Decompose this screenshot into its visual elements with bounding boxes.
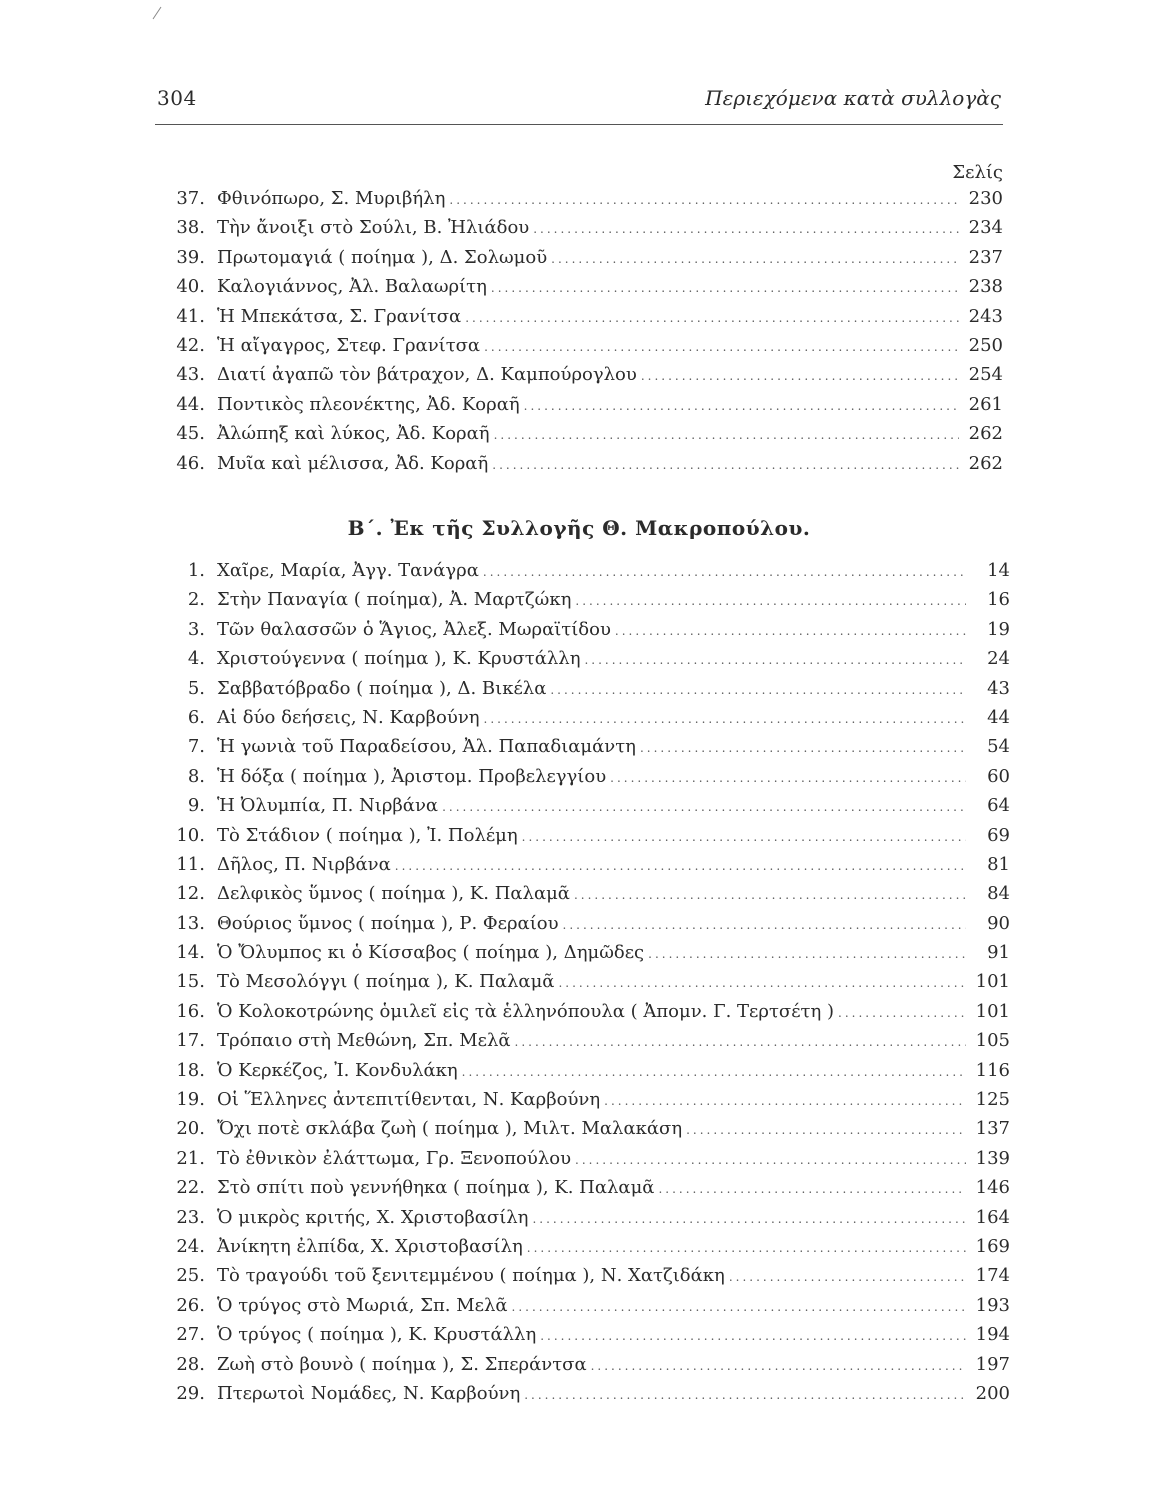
entry-number: 11. <box>176 853 205 875</box>
entry-number: 20. <box>176 1118 205 1140</box>
page-header <box>155 84 1003 125</box>
toc-entry <box>155 1295 1010 1324</box>
entry-page: 146 <box>975 1177 1010 1199</box>
toc-entry <box>155 560 1010 589</box>
toc-entry <box>155 1118 1010 1147</box>
dot-leader <box>648 947 966 961</box>
dot-leader <box>532 1212 966 1226</box>
entry-page: 250 <box>968 334 1003 356</box>
entry-page: 174 <box>975 1265 1010 1287</box>
dot-leader <box>491 281 959 295</box>
toc-entry <box>155 1354 1010 1383</box>
toc-entry <box>155 619 1010 648</box>
toc-entry <box>155 854 1010 883</box>
entry-title: Τὸ ἐθνικὸν ἐλάττωμα, Γρ. Ξενοπούλου <box>217 1147 572 1169</box>
toc-entry <box>155 423 1003 452</box>
entry-page: 230 <box>968 188 1003 209</box>
toc-entry <box>155 971 1010 1000</box>
toc-entry <box>155 188 1003 217</box>
entry-title: Τῶν θαλασσῶν ὁ Ἅγιος, Ἀλεξ. Μωραϊτίδου <box>217 618 611 640</box>
entry-page: 169 <box>975 1235 1010 1257</box>
toc-entry <box>155 453 1003 482</box>
entry-page: 200 <box>975 1382 1010 1404</box>
entry-page: 16 <box>987 589 1010 611</box>
entry-title: Ζωὴ στὸ βουνὸ ( ποίημα ), Σ. Σπεράντσα <box>217 1353 587 1375</box>
entry-number: 3. <box>187 618 205 640</box>
entry-title: Πρωτομαγιά ( ποίημα ), Δ. Σολωμοῦ <box>217 246 548 268</box>
toc-entry <box>155 1148 1010 1177</box>
entry-number: 29. <box>176 1382 205 1404</box>
entry-number: 26. <box>176 1294 205 1316</box>
dot-leader <box>575 1153 966 1167</box>
entry-number: 1. <box>187 560 205 581</box>
entry-number: 4. <box>187 648 205 670</box>
entry-title: Ἡ Μπεκάτσα, Σ. Γρανίτσα <box>217 305 462 327</box>
dot-leader <box>524 1388 966 1402</box>
entry-number: 38. <box>176 217 205 239</box>
entry-number: 2. <box>187 589 205 611</box>
dot-leader <box>465 311 959 325</box>
dot-leader <box>563 918 966 932</box>
entry-title: Ὁ τρύγος ( ποίημα ), Κ. Κρυστάλλη <box>217 1324 537 1346</box>
entry-number: 37. <box>176 188 205 209</box>
entry-number: 42. <box>176 334 205 356</box>
entry-page: 54 <box>987 736 1010 758</box>
entry-title: Ἡ αἴγαγρος, Στεφ. Γρανίτσα <box>217 334 481 356</box>
entry-title: Ἡ Ὀλυμπία, Π. Νιρβάνα <box>217 795 439 817</box>
entry-title: Χριστούγεννα ( ποίημα ), Κ. Κρυστάλλη <box>217 648 581 670</box>
entry-title: Ὁ Κερκέζος, Ἰ. Κονδυλάκη <box>217 1059 458 1081</box>
entry-number: 21. <box>176 1147 205 1169</box>
toc-entry <box>155 217 1003 246</box>
entry-number: 45. <box>176 423 205 445</box>
entry-page: 90 <box>987 912 1010 934</box>
dot-leader <box>591 1359 966 1373</box>
entry-title: Πτερωτοὶ Νομάδες, Ν. Καρβούνη <box>217 1382 521 1404</box>
dot-leader <box>524 399 959 413</box>
entry-page: 254 <box>968 364 1003 386</box>
dot-leader <box>484 712 966 726</box>
entry-title: Τὸ Στάδιον ( ποίημα ), Ἰ. Πολέμη <box>217 824 518 846</box>
entry-number: 14. <box>176 942 205 964</box>
entry-number: 41. <box>176 305 205 327</box>
entry-number: 17. <box>176 1030 205 1052</box>
toc-entry <box>155 1207 1010 1236</box>
toc-section-a <box>155 188 1010 482</box>
toc-entry <box>155 678 1010 707</box>
entry-title: Τὸ Μεσολόγγι ( ποίημα ), Κ. Παλαμᾶ <box>217 971 555 993</box>
dot-leader <box>729 1270 966 1284</box>
toc-entry <box>155 1177 1010 1206</box>
dot-leader <box>449 193 959 207</box>
entry-title: Καλογιάννος, Ἀλ. Βαλαωρίτη <box>217 276 487 298</box>
entry-page: 60 <box>987 765 1010 787</box>
entry-title: Ἡ γωνιὰ τοῦ Παραδείσου, Ἀλ. Παπαδιαμάντη <box>217 736 636 758</box>
dot-leader <box>610 771 966 785</box>
toc-entry <box>155 825 1010 854</box>
entry-title: Ποντικὸς πλεονέκτης, Ἀδ. Κοραῆ <box>217 393 520 415</box>
entry-title: Τὴν ἄνοιξι στὸ Σούλι, Β. Ἠλιάδου <box>217 217 530 239</box>
dot-leader <box>615 624 966 638</box>
entry-title: Ἡ δόξα ( ποίημα ), Ἀριστομ. Προβελεγγίου <box>217 765 607 787</box>
entry-number: 13. <box>176 912 205 934</box>
entry-number: 25. <box>176 1265 205 1287</box>
toc-entry <box>155 589 1010 618</box>
entry-number: 39. <box>176 246 205 268</box>
entry-title: Δῆλος, Π. Νιρβάνα <box>217 853 391 875</box>
entry-title: Ὁ μικρὸς κριτής, Χ. Χριστοβασίλη <box>217 1206 529 1228</box>
entry-number: 15. <box>176 971 205 993</box>
entry-page: 43 <box>987 677 1010 699</box>
toc-entry <box>155 1060 1010 1089</box>
toc-entry <box>155 306 1003 335</box>
toc-entry <box>155 1265 1010 1294</box>
dot-leader <box>641 369 959 383</box>
toc-entry <box>155 913 1010 942</box>
entry-title: Δελφικὸς ὕμνος ( ποίημα ), Κ. Παλαμᾶ <box>217 883 570 905</box>
entry-number: 23. <box>176 1206 205 1228</box>
entry-title: Σαββατόβραδο ( ποίημα ), Δ. Βικέλα <box>217 677 547 699</box>
page-number: 304 <box>157 86 197 110</box>
entry-page: 24 <box>987 648 1010 670</box>
toc-entry <box>155 335 1003 364</box>
entry-title: Στὸ σπίτι ποὺ γεννήθηκα ( ποίημα ), Κ. Παλαμᾶ <box>217 1177 655 1199</box>
toc-entry <box>155 364 1003 393</box>
entry-number: 43. <box>176 364 205 386</box>
toc-entry <box>155 883 1010 912</box>
entry-title: Ὁ Ὄλυμπος κι ὁ Κίσσαβος ( ποίημα ), Δημῶδες <box>217 942 645 964</box>
dot-leader <box>527 1241 966 1255</box>
entry-number: 22. <box>176 1177 205 1199</box>
entry-number: 6. <box>187 706 205 728</box>
entry-page: 14 <box>987 560 1010 581</box>
toc-entry <box>155 276 1003 305</box>
entry-title: Χαῖρε, Μαρία, Ἀγγ. Τανάγρα <box>217 560 479 581</box>
dot-leader <box>551 252 959 266</box>
entry-title: Ὁ Κολοκοτρώνης ὁμιλεῖ εἰς τὰ ἑλληνόπουλα ( Ἀπομν. Γ. Τερτσέτη ) <box>217 1000 835 1022</box>
toc-entry <box>155 648 1010 677</box>
entry-title: Θούριος ὕμνος ( ποίημα ), Ρ. Φεραίου <box>217 912 559 934</box>
entry-page: 101 <box>975 1000 1010 1022</box>
section-heading: Β΄. Ἐκ τῆς Συλλογῆς Θ. Μακροπούλου. <box>347 516 811 540</box>
entry-page: 197 <box>975 1353 1010 1375</box>
entry-page: 125 <box>975 1089 1010 1111</box>
entry-title: Οἱ Ἕλληνες ἀντεπιτίθενται, Ν. Καρβούνη <box>217 1089 601 1111</box>
dot-leader <box>515 1035 966 1049</box>
entry-page: 243 <box>968 305 1003 327</box>
toc-entry <box>155 1324 1010 1353</box>
dot-leader <box>492 458 959 472</box>
dot-leader <box>640 741 966 755</box>
entry-number: 9. <box>187 795 205 817</box>
dot-leader <box>462 1065 966 1079</box>
entry-page: 105 <box>975 1030 1010 1052</box>
entry-title: Τρόπαιο στὴ Μεθώνη, Σπ. Μελᾶ <box>217 1030 511 1052</box>
entry-number: 16. <box>176 1000 205 1022</box>
entry-page: 193 <box>975 1294 1010 1316</box>
toc-entry <box>155 736 1010 765</box>
entry-number: 27. <box>176 1324 205 1346</box>
entry-page: 101 <box>975 971 1010 993</box>
entry-number: 8. <box>187 765 205 787</box>
entry-number: 28. <box>176 1353 205 1375</box>
entry-number: 12. <box>176 883 205 905</box>
entry-number: 10. <box>176 824 205 846</box>
dot-leader <box>575 594 966 608</box>
dot-leader <box>550 683 966 697</box>
toc-entry <box>155 795 1010 824</box>
entry-title: Μυῖα καὶ μέλισσα, Ἀδ. Κοραῆ <box>217 452 489 474</box>
entry-page: 262 <box>968 423 1003 445</box>
toc-entry <box>155 1383 1010 1412</box>
entry-page: 194 <box>975 1324 1010 1346</box>
entry-number: 24. <box>176 1235 205 1257</box>
entry-title: Ὄχι ποτὲ σκλάβα ζωὴ ( ποίημα ), Μιλτ. Μαλακάση <box>217 1118 683 1140</box>
dot-leader <box>442 800 966 814</box>
toc-entry <box>155 1030 1010 1059</box>
entry-number: 18. <box>176 1059 205 1081</box>
entry-title: Ἀνίκητη ἐλπίδα, Χ. Χριστοβασίλη <box>217 1235 523 1257</box>
entry-page: 137 <box>975 1118 1010 1140</box>
pen-mark-icon <box>152 6 162 20</box>
entry-page: 19 <box>987 618 1010 640</box>
entry-page: 238 <box>968 276 1003 298</box>
entry-page: 91 <box>987 942 1010 964</box>
page-column-header: Σελίς <box>952 162 1003 183</box>
toc-section-b <box>155 560 1010 1412</box>
dot-leader <box>558 976 966 990</box>
entry-title: Ἀλώπηξ καὶ λύκος, Ἀδ. Κοραῆ <box>217 423 490 445</box>
dot-leader <box>604 1094 966 1108</box>
toc-entry <box>155 247 1003 276</box>
entry-title: Αἱ δύο δεήσεις, Ν. Καρβούνη <box>217 706 480 728</box>
toc-entry <box>155 766 1010 795</box>
dot-leader <box>494 428 959 442</box>
entry-number: 40. <box>176 276 205 298</box>
entry-page: 69 <box>987 824 1010 846</box>
dot-leader <box>686 1123 966 1137</box>
running-title: Περιεχόμενα κατὰ συλλογὰς <box>705 86 1001 110</box>
entry-number: 19. <box>176 1089 205 1111</box>
toc-entry <box>155 942 1010 971</box>
entry-page: 261 <box>968 393 1003 415</box>
toc-entry <box>155 394 1003 423</box>
entry-page: 139 <box>975 1147 1010 1169</box>
entry-title: Ὁ τρύγος στὸ Μωριά, Σπ. Μελᾶ <box>217 1294 508 1316</box>
dot-leader <box>838 1006 966 1020</box>
entry-number: 5. <box>187 677 205 699</box>
entry-title: Στὴν Παναγία ( ποίημα), Ἀ. Μαρτζώκη <box>217 589 572 611</box>
entry-page: 262 <box>968 452 1003 474</box>
entry-title: Τὸ τραγούδι τοῦ ξενιτεμμένου ( ποίημα ), Ν. Χατζιδάκη <box>217 1265 725 1287</box>
entry-page: 164 <box>975 1206 1010 1228</box>
entry-page: 116 <box>975 1059 1010 1081</box>
entry-page: 84 <box>987 883 1010 905</box>
dot-leader <box>522 830 966 844</box>
entry-number: 46. <box>176 452 205 474</box>
entry-title: Φθινόπωρο, Σ. Μυριβήλη <box>217 188 446 209</box>
entry-number: 44. <box>176 393 205 415</box>
dot-leader <box>540 1329 966 1343</box>
dot-leader <box>658 1182 966 1196</box>
dot-leader <box>395 859 966 873</box>
entry-page: 44 <box>987 706 1010 728</box>
dot-leader <box>584 653 966 667</box>
entry-title: Διατί ἀγαπῶ τὸν βάτραχον, Δ. Καμπούρογλου <box>217 364 637 386</box>
entry-page: 234 <box>968 217 1003 239</box>
toc-entry <box>155 707 1010 736</box>
toc-entry <box>155 1001 1010 1030</box>
dot-leader <box>512 1300 966 1314</box>
entry-page: 81 <box>987 853 1010 875</box>
entry-page: 237 <box>968 246 1003 268</box>
toc-entry <box>155 1089 1010 1118</box>
toc-entry <box>155 1236 1010 1265</box>
dot-leader <box>574 888 966 902</box>
dot-leader <box>533 222 959 236</box>
entry-number: 7. <box>187 736 205 758</box>
dot-leader <box>483 565 966 579</box>
entry-page: 64 <box>987 795 1010 817</box>
dot-leader <box>484 340 959 354</box>
